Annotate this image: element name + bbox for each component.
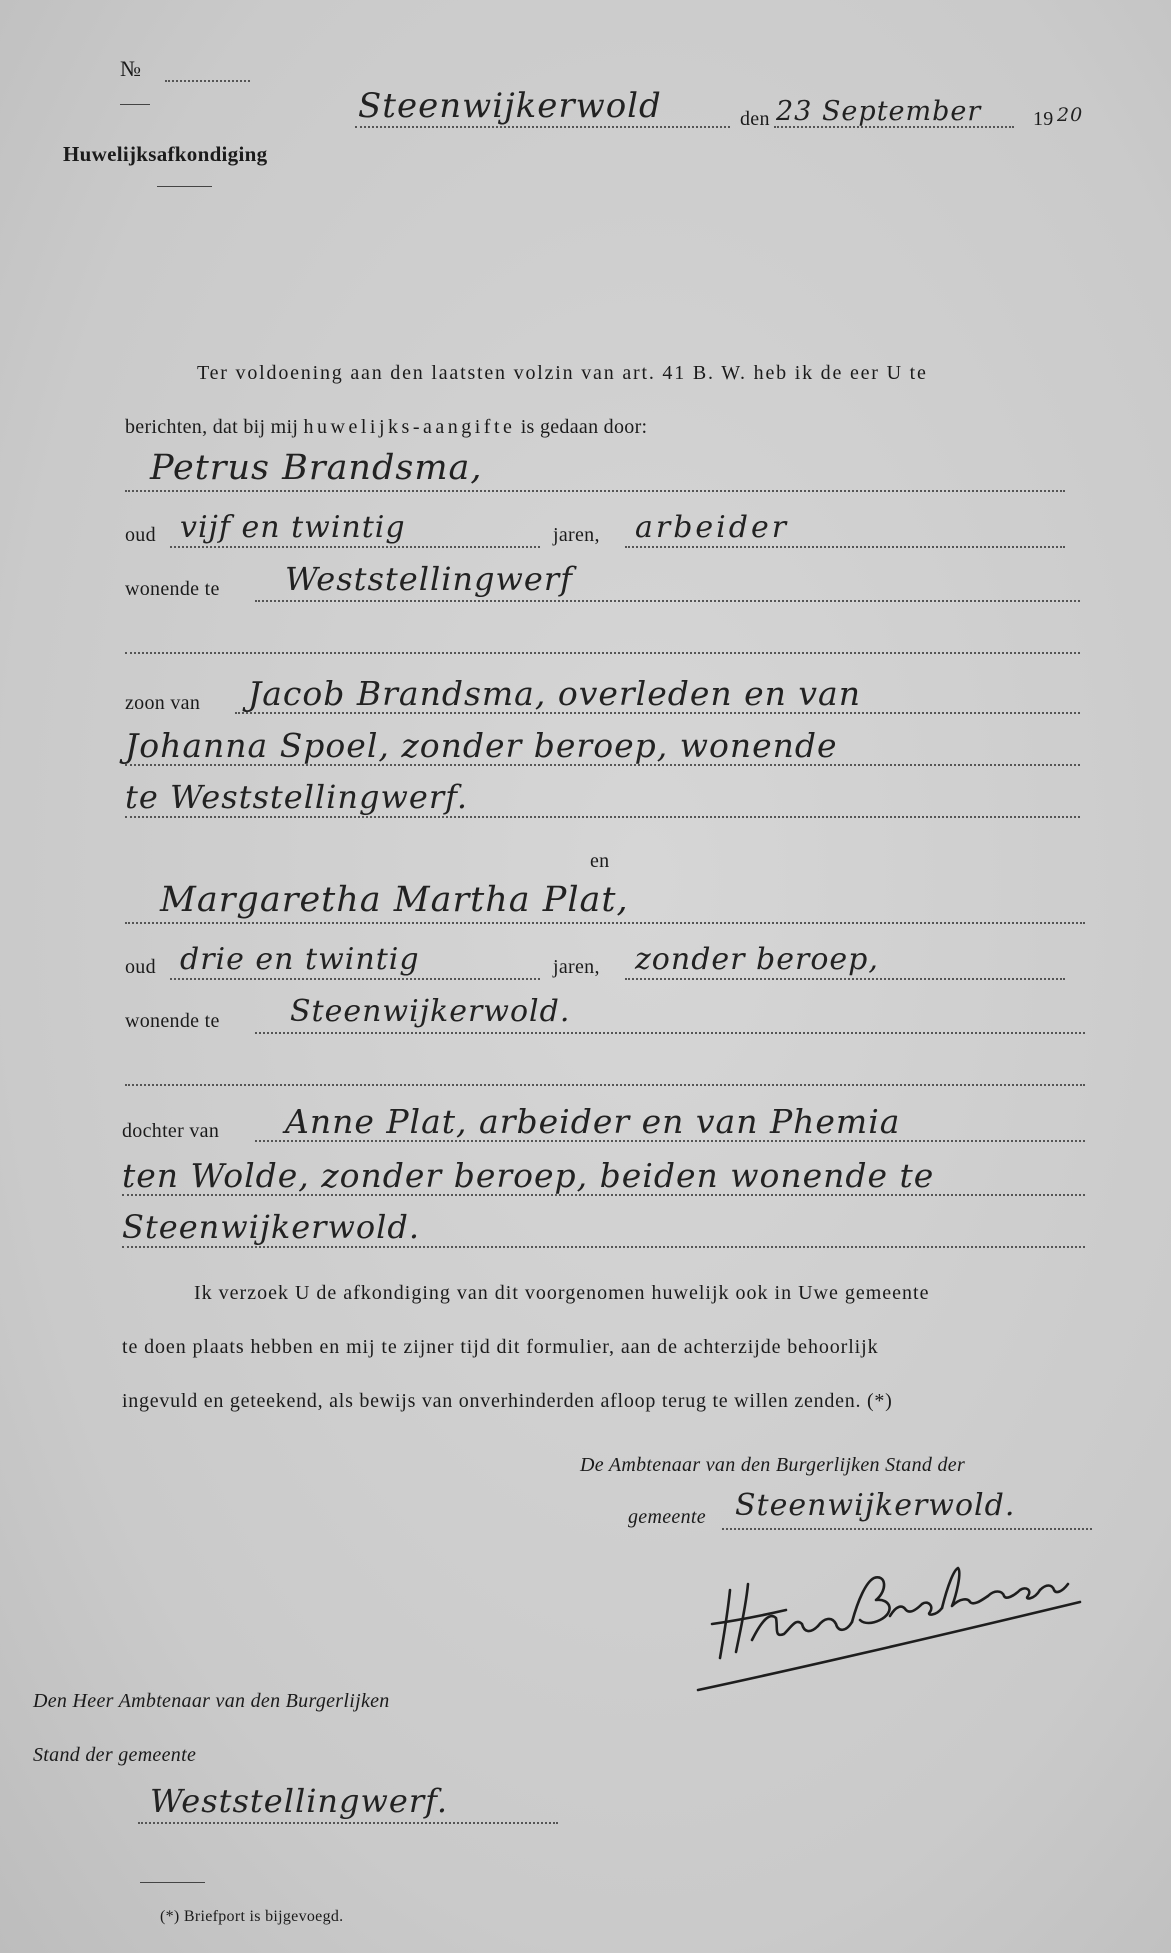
addressee-line-1: Den Heer Ambtenaar van den Burgerlijken (33, 1690, 390, 1712)
groom-parents-line-3 (125, 816, 1080, 818)
place-dotted-line (355, 126, 730, 128)
groom-age-line (170, 546, 540, 548)
groom-age: vijf en twintig (180, 510, 406, 545)
addressee-municipality: Weststellingwerf. (150, 1782, 449, 1820)
bride-residence: Steenwijkerwold. (290, 994, 571, 1029)
form-title: Huwelijksafkondiging (63, 142, 268, 166)
short-rule (120, 104, 150, 105)
bride-name-line (125, 922, 1085, 924)
bride-parents-line-2 (122, 1194, 1085, 1196)
groom-parents-2: Johanna Spoel, zonder beroep, wonende (125, 726, 838, 765)
year-handwritten: 20 (1057, 104, 1084, 126)
bride-name: Margaretha Martha Plat, (160, 880, 629, 920)
signature-municipality-line (722, 1528, 1092, 1530)
date-dotted-line (774, 126, 1014, 128)
title-rule (157, 186, 212, 187)
bride-residence-line (255, 1032, 1085, 1034)
groom-parents-line-2 (125, 764, 1080, 766)
groom-occupation: arbeider (635, 510, 790, 545)
intro-line-2 (125, 416, 647, 439)
jaren-label-2: jaren, (553, 956, 600, 978)
place-handwritten: Steenwijkerwold (358, 86, 662, 126)
official-signature (690, 1540, 1100, 1700)
footnote-text: (*) Briefport is bijgevoegd. (160, 1908, 344, 1925)
den-label: den (740, 108, 770, 130)
footnote-rule (140, 1882, 205, 1883)
addressee-line-2: Stand der gemeente (33, 1744, 197, 1766)
intro-text-a: berichten, dat bij mij (125, 416, 299, 438)
official-title: De Ambtenaar van den Burgerlijken Stand der (580, 1454, 966, 1476)
bride-extra-line (125, 1084, 1085, 1086)
bride-parents-line-1 (255, 1140, 1085, 1142)
request-line-3: ingevuld en geteekend, als bewijs van onverhinderden afloop terug te willen zenden. (*) (122, 1390, 893, 1412)
groom-parents-1: Jacob Brandsma, overleden en van (248, 674, 861, 713)
bride-occupation-line (625, 978, 1065, 980)
intro-text-spaced: huwelijks-aangifte (303, 416, 516, 438)
gemeente-label: gemeente (628, 1506, 706, 1528)
request-line-1: Ik verzoek U de afkondiging van dit voorgenomen huwelijk ook in Uwe gemeente (194, 1282, 930, 1304)
bride-parents-line-3 (122, 1246, 1085, 1248)
groom-residence-line (255, 600, 1080, 602)
signature-municipality: Steenwijkerwold. (735, 1488, 1016, 1523)
wonende-te-label-2: wonende te (125, 1010, 220, 1032)
groom-extra-line (125, 652, 1080, 654)
oud-label-2: oud (125, 956, 156, 978)
bride-parents-2: ten Wolde, zonder beroep, beiden wonende te (122, 1156, 935, 1195)
groom-name-line (125, 490, 1065, 492)
groom-parents-line-1 (235, 712, 1080, 714)
zoon-van-label: zoon van (125, 692, 201, 714)
bride-parents-1: Anne Plat, arbeider en van Phemia (285, 1102, 901, 1141)
date-handwritten: 23 September (776, 96, 982, 127)
groom-occupation-line (625, 546, 1065, 548)
addressee-municipality-line (138, 1822, 558, 1824)
bride-occupation: zonder beroep, (635, 942, 879, 977)
intro-text-c: is gedaan door: (520, 416, 648, 438)
number-dotted-line (165, 80, 250, 82)
number-label: № (120, 56, 142, 81)
jaren-label: jaren, (553, 524, 600, 546)
groom-residence: Weststellingwerf (285, 560, 573, 598)
request-line-2: te doen plaats hebben en mij te zijner tijd dit formulier, aan de achterzijde behoorlijk (122, 1336, 879, 1358)
wonende-te-label-1: wonende te (125, 578, 220, 600)
bride-parents-3: Steenwijkerwold. (122, 1208, 420, 1246)
year-printed: 19 (1033, 108, 1054, 130)
en-label: en (590, 850, 610, 872)
groom-parents-3: te Weststellingwerf. (125, 778, 468, 816)
intro-line-1: Ter voldoening aan den laatsten volzin van art. 41 B. W. heb ik de eer U te (197, 362, 928, 384)
groom-name: Petrus Brandsma, (150, 448, 483, 488)
dochter-van-label: dochter van (122, 1120, 220, 1142)
bride-age: drie en twintig (180, 942, 420, 977)
bride-age-line (170, 978, 540, 980)
oud-label: oud (125, 524, 156, 546)
